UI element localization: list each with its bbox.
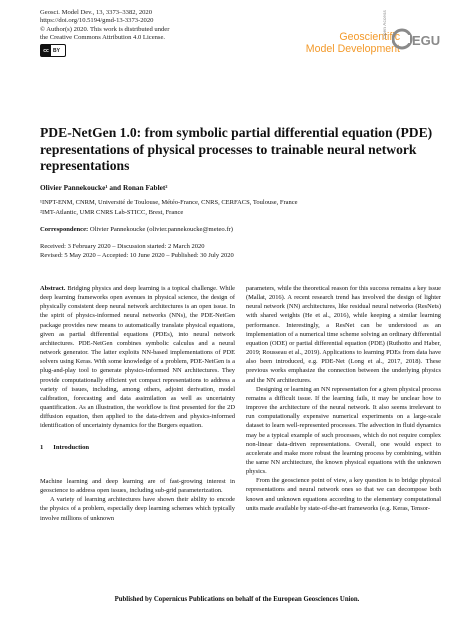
citation-block — [40, 9, 169, 42]
abstract-text: Bridging physics and deep learning is a topical challenge. While deep learning frameworks open avenues in physical science, the design of physically consistent deep neural network architectures is an open issue. In the spirit of physics-informed neural networks (NNs), the PDE-NetGen package provides new means to automatically translate physical equations, given as partial differential equations (PDEs), into neural network architectures. PDE-NetGen combines symbolic calculus and a neural network generator. The latter exploits NN-based implementations of PDE solvers using Keras. With some knowledge of a problem, PDE-NetGen is a plug-and-play tool to generate physics-informed NN architectures. They provide computationally efficient yet compact representations to address a variety of issues, including, among others, adjoint derivation, model calibration, forecasting and data assimilation as well as uncertainty quantification. As an illustration, the workflow is first presented for the 2D diffusion equation, then applied to the data-driven and physics-informed identification of uncertainty dynamics for the Burgers equation. — [40, 285, 235, 430]
copyright-line: © Author(s) 2020. This work is distributed under — [40, 25, 170, 33]
introduction-body — [40, 477, 235, 523]
affiliation-2: ²IMT-Atlantic, UMR CNRS Lab-STICC, Brest, France — [40, 208, 184, 216]
svg-text:EGU: EGU — [412, 33, 441, 48]
correspondence-label: Correspondence: — [40, 226, 89, 233]
right-column-body — [246, 284, 441, 513]
section-heading — [40, 444, 99, 451]
dates-revised: Revised: 5 May 2020 – Accepted: 10 June 2020 – Published: 30 July 2020 — [40, 252, 234, 260]
publisher-footer: Published by Copernicus Publications on behalf of the European Geosciences Union. — [114, 596, 360, 603]
citation-line: Geosci. Model Dev., 13, 3373–3382, 2020 — [40, 9, 153, 16]
section-title: Introduction — [53, 444, 90, 451]
body-paragraph: From the geoscience point of view, a key question is to bridge physical representations and neural network ones so that we can decompose both known and unknown equations according to the elementary computational units made available by state-of-the-art frameworks (e.g. Keras, Tensor- — [246, 477, 441, 512]
intro-paragraph: Machine learning and deep learning are of fast-growing interest in geoscience to address open issues, including sub-grid parameterization. — [40, 478, 235, 495]
section-number: 1 — [40, 444, 44, 451]
correspondence — [40, 226, 233, 233]
abstract-label: Abstract. — [40, 285, 66, 292]
body-paragraph: Designing or learning an NN representation for a given physical process remains a difficult issue. If the learning fails, it may be unclear how to improve the architecture of the neural network. It also seems irrelevant to run computationally expensive numerical experiments on a large-scale dataset to learn well-represented processes. The advection in fluid dynamics may be a typical example of such processes, which do not require complex non-linear data-driven representations. Overall, one would expect to accelerate and make more robust the learning process by combining, within the same NN architecture, the known physical equations with the unknown physics. — [246, 385, 441, 476]
cc-by-license-icon[interactable] — [40, 44, 66, 57]
egu-logo-icon — [392, 25, 442, 59]
abstract — [40, 284, 235, 431]
journal-name-line2: Model Development — [305, 43, 400, 55]
correspondence-contact[interactable]: Olivier Pannekoucke (olivier.pannekoucke@meteo.fr) — [88, 226, 233, 233]
by-mark: BY — [53, 47, 60, 54]
license-line: the Creative Commons Attribution 4.0 License. — [40, 33, 166, 41]
body-paragraph: parameters, while the theoretical reason for this success remains a key issue (Mallat, 2016). A recent research trend has involved the design of lighter neural network (NN) architectures, like residual neural networks (ResNets) with shared weights (He et al., 2016), while keeping a similar learning performance. Interestingly, a ResNet can be understood as an implementation of a numerical time scheme solving an ordinary differential equation (ODE) or partial differential equation (PDE) (Ruthotto and Haber, 2019; Rousseau et al., 2019). Applications to learning PDEs from data have also been introduced, e.g. PDE-Net (Long et al., 2017, 2018). These previous works emphasize the connection between the underlying physics and the NN architectures. — [246, 285, 441, 384]
dates-received: Received: 3 February 2020 – Discussion started: 2 March 2020 — [40, 243, 205, 250]
article-title: PDE-NetGen 1.0: from symbolic partial differential equation (PDE) representations of physical processes to trainable neural network representations — [40, 125, 433, 173]
journal-name — [270, 31, 400, 55]
journal-name-line1: Geoscientific — [339, 31, 400, 43]
author-list: Olivier Pannekoucke¹ and Ronan Fablet² — [40, 183, 168, 192]
intro-paragraph: A variety of learning architectures have shown their ability to encode the physics of a problem, especially deep learning schemes which typically involve millions of unknown — [40, 496, 235, 522]
affiliation-1: ¹INPT-ENM, CNRM, Université de Toulouse, Météo-France, CNRS, CERFACS, Toulouse, France — [40, 199, 298, 206]
cc-mark: cc — [41, 45, 51, 56]
doi-link[interactable]: https://doi.org/10.5194/gmd-13-3373-2020 — [40, 17, 154, 25]
open-access-label: Open Access — [382, 10, 387, 39]
affiliations — [40, 198, 298, 217]
article-dates — [40, 242, 234, 261]
